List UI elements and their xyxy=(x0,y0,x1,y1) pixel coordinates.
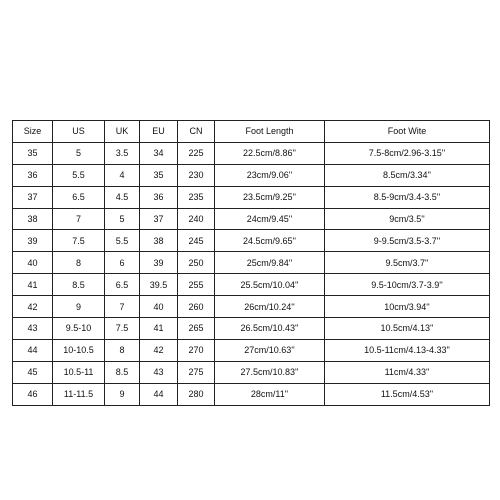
cell-eu: 34 xyxy=(140,142,178,164)
cell-foot-width: 8.5-9cm/3.4-3.5'' xyxy=(325,186,490,208)
cell-eu: 44 xyxy=(140,383,178,405)
cell-foot-width: 7.5-8cm/2.96-3.15'' xyxy=(325,142,490,164)
cell-eu: 42 xyxy=(140,339,178,361)
cell-eu: 43 xyxy=(140,361,178,383)
cell-eu: 36 xyxy=(140,186,178,208)
cell-foot-width: 10.5-11cm/4.13-4.33'' xyxy=(325,339,490,361)
cell-us: 10-10.5 xyxy=(53,339,105,361)
cell-uk: 4.5 xyxy=(105,186,140,208)
cell-foot-length: 23cm/9.06'' xyxy=(215,164,325,186)
cell-us: 9 xyxy=(53,296,105,318)
cell-uk: 6 xyxy=(105,252,140,274)
table-row xyxy=(13,318,490,340)
cell-uk: 7 xyxy=(105,296,140,318)
cell-foot-length: 26cm/10.24'' xyxy=(215,296,325,318)
header-foot-width: Foot Wite xyxy=(325,121,490,143)
cell-size: 45 xyxy=(13,361,53,383)
cell-eu: 35 xyxy=(140,164,178,186)
table-row xyxy=(13,339,490,361)
cell-uk: 4 xyxy=(105,164,140,186)
cell-size: 40 xyxy=(13,252,53,274)
header-foot-length: Foot Length xyxy=(215,121,325,143)
cell-cn: 235 xyxy=(178,186,215,208)
header-eu: EU xyxy=(140,121,178,143)
header-cn: CN xyxy=(178,121,215,143)
cell-us: 5.5 xyxy=(53,164,105,186)
cell-us: 11-11.5 xyxy=(53,383,105,405)
cell-foot-length: 27.5cm/10.83'' xyxy=(215,361,325,383)
cell-us: 8 xyxy=(53,252,105,274)
cell-foot-length: 27cm/10.63'' xyxy=(215,339,325,361)
cell-cn: 275 xyxy=(178,361,215,383)
cell-us: 7 xyxy=(53,208,105,230)
cell-cn: 260 xyxy=(178,296,215,318)
cell-us: 6.5 xyxy=(53,186,105,208)
cell-eu: 38 xyxy=(140,230,178,252)
cell-us: 9.5-10 xyxy=(53,318,105,340)
header-size: Size xyxy=(13,121,53,143)
cell-foot-length: 24cm/9.45'' xyxy=(215,208,325,230)
cell-cn: 245 xyxy=(178,230,215,252)
cell-foot-width: 10cm/3.94'' xyxy=(325,296,490,318)
cell-size: 39 xyxy=(13,230,53,252)
table-row xyxy=(13,142,490,164)
header-row xyxy=(13,121,490,143)
cell-cn: 280 xyxy=(178,383,215,405)
cell-us: 8.5 xyxy=(53,274,105,296)
cell-foot-length: 26.5cm/10.43'' xyxy=(215,318,325,340)
cell-cn: 255 xyxy=(178,274,215,296)
table-row xyxy=(13,164,490,186)
cell-size: 37 xyxy=(13,186,53,208)
cell-cn: 230 xyxy=(178,164,215,186)
cell-foot-length: 24.5cm/9.65'' xyxy=(215,230,325,252)
table-row xyxy=(13,252,490,274)
cell-foot-width: 11cm/4.33'' xyxy=(325,361,490,383)
cell-us: 7.5 xyxy=(53,230,105,252)
cell-size: 46 xyxy=(13,383,53,405)
cell-us: 10.5-11 xyxy=(53,361,105,383)
cell-size: 35 xyxy=(13,142,53,164)
cell-size: 36 xyxy=(13,164,53,186)
cell-us: 5 xyxy=(53,142,105,164)
cell-foot-width: 9cm/3.5'' xyxy=(325,208,490,230)
cell-size: 41 xyxy=(13,274,53,296)
cell-cn: 270 xyxy=(178,339,215,361)
cell-uk: 7.5 xyxy=(105,318,140,340)
table-row xyxy=(13,186,490,208)
cell-cn: 240 xyxy=(178,208,215,230)
cell-eu: 37 xyxy=(140,208,178,230)
cell-foot-width: 9.5-10cm/3.7-3.9'' xyxy=(325,274,490,296)
cell-uk: 5.5 xyxy=(105,230,140,252)
cell-foot-length: 25.5cm/10.04'' xyxy=(215,274,325,296)
cell-eu: 41 xyxy=(140,318,178,340)
cell-uk: 3.5 xyxy=(105,142,140,164)
cell-cn: 250 xyxy=(178,252,215,274)
cell-uk: 5 xyxy=(105,208,140,230)
cell-uk: 8 xyxy=(105,339,140,361)
cell-foot-width: 11.5cm/4.53'' xyxy=(325,383,490,405)
cell-cn: 225 xyxy=(178,142,215,164)
cell-eu: 39.5 xyxy=(140,274,178,296)
table-row xyxy=(13,230,490,252)
header-uk: UK xyxy=(105,121,140,143)
cell-foot-width: 8.5cm/3.34'' xyxy=(325,164,490,186)
table-row xyxy=(13,383,490,405)
cell-cn: 265 xyxy=(178,318,215,340)
cell-foot-width: 9-9.5cm/3.5-3.7'' xyxy=(325,230,490,252)
cell-uk: 6.5 xyxy=(105,274,140,296)
cell-size: 42 xyxy=(13,296,53,318)
table-row xyxy=(13,274,490,296)
table-row xyxy=(13,361,490,383)
cell-eu: 39 xyxy=(140,252,178,274)
cell-foot-length: 23.5cm/9.25'' xyxy=(215,186,325,208)
cell-eu: 40 xyxy=(140,296,178,318)
cell-foot-length: 28cm/11'' xyxy=(215,383,325,405)
cell-foot-width: 10.5cm/4.13'' xyxy=(325,318,490,340)
cell-uk: 8.5 xyxy=(105,361,140,383)
cell-foot-width: 9.5cm/3.7'' xyxy=(325,252,490,274)
cell-foot-length: 22.5cm/8.86'' xyxy=(215,142,325,164)
cell-foot-length: 25cm/9.84'' xyxy=(215,252,325,274)
size-chart-table xyxy=(12,120,490,406)
cell-uk: 9 xyxy=(105,383,140,405)
table-row xyxy=(13,296,490,318)
table-row xyxy=(13,208,490,230)
header-us: US xyxy=(53,121,105,143)
cell-size: 44 xyxy=(13,339,53,361)
cell-size: 38 xyxy=(13,208,53,230)
cell-size: 43 xyxy=(13,318,53,340)
